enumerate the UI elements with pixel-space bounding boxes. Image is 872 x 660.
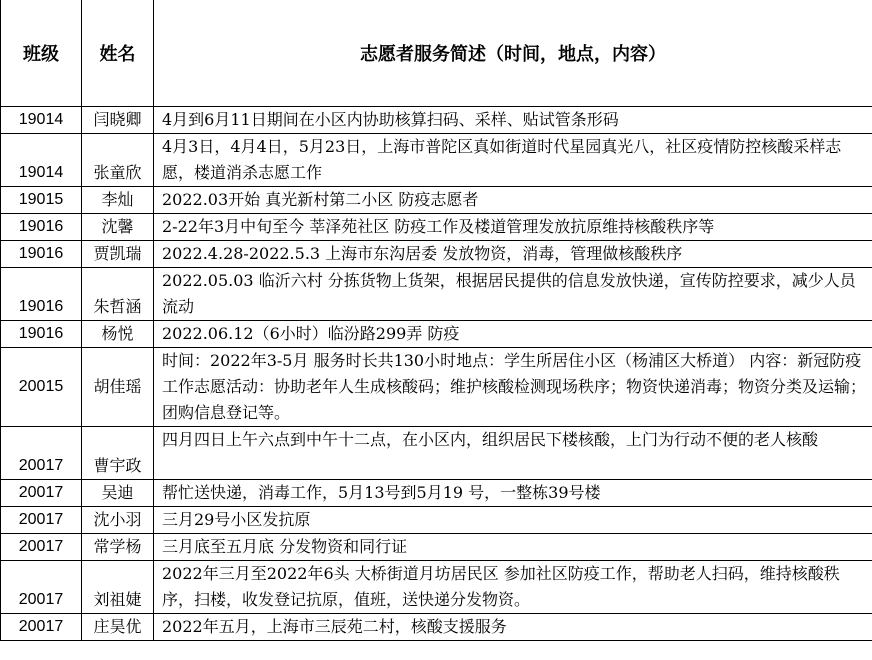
- description-cell: 4月3日，4月4日，5月23日，上海市普陀区真如街道时代星园真光八，社区疫情防控核酸采样志愿，楼道消杀志愿工作: [154, 133, 872, 186]
- table-row: [1, 213, 872, 240]
- class-cell: 19015: [1, 186, 82, 213]
- name-cell: 曹宇政: [82, 426, 154, 479]
- description-cell: 时间：2022年3-5月 服务时长共130小时地点：学生所居住小区（杨浦区大桥道） 内容：新冠防疫工作志愿活动：协助老年人生成核酸码；维护核酸检测现场秩序；物资快递消毒；物资分类及运输；团购信息登记等。: [154, 347, 872, 426]
- table-row: [1, 186, 872, 213]
- description-cell: 2022.05.03 临沂六村 分拣货物上货架，根据居民提供的信息发放快递，宣传防控要求，减少人员流动: [154, 267, 872, 320]
- class-cell: 20015: [1, 347, 82, 426]
- description-cell: 4月到6月11日期间在小区内协助核算扫码、采样、贴试管条形码: [154, 106, 872, 133]
- name-cell: 闫晓卿: [82, 106, 154, 133]
- name-cell: 沈馨: [82, 213, 154, 240]
- class-cell: 20017: [1, 533, 82, 560]
- description-cell: 2022.06.12（6小时）临汾路299弄 防疫: [154, 320, 872, 347]
- table-row: [1, 347, 872, 426]
- table-row: [1, 426, 872, 479]
- table-row: [1, 106, 872, 133]
- description-cell: 2022.4.28-2022.5.3 上海市东沟居委 发放物资，消毒，管理做核酸秩序: [154, 240, 872, 267]
- description-cell: 2-22年3月中旬至今 莘泽苑社区 防疫工作及楼道管理发放抗原维持核酸秩序等: [154, 213, 872, 240]
- class-cell: 19016: [1, 240, 82, 267]
- description-cell: 2022年三月至2022年6头 大桥街道月坊居民区 参加社区防疫工作，帮助老人扫码，维持核酸秩序，扫楼，收发登记抗原，值班，送快递分发物资。: [154, 560, 872, 613]
- header-name: 姓名: [82, 0, 154, 106]
- class-cell: 19016: [1, 267, 82, 320]
- class-cell: 20017: [1, 560, 82, 613]
- description-cell: 四月四日上午六点到中午十二点，在小区内，组织居民下楼核酸，上门为行动不便的老人核酸: [154, 426, 872, 479]
- name-cell: 杨悦: [82, 320, 154, 347]
- name-cell: 刘祖婕: [82, 560, 154, 613]
- name-cell: 朱哲涵: [82, 267, 154, 320]
- description-cell: 三月29号小区发抗原: [154, 506, 872, 533]
- name-cell: 李灿: [82, 186, 154, 213]
- table-row: [1, 506, 872, 533]
- class-cell: 19014: [1, 133, 82, 186]
- table-row: [1, 560, 872, 613]
- name-cell: 贾凯瑞: [82, 240, 154, 267]
- description-cell: 帮忙送快递，消毒工作，5月13号到5月19 号，一整栋39号楼: [154, 479, 872, 506]
- header-description: 志愿者服务简述（时间，地点，内容）: [154, 0, 872, 106]
- name-cell: 张童欣: [82, 133, 154, 186]
- name-cell: 沈小羽: [82, 506, 154, 533]
- table-row: [1, 240, 872, 267]
- header-row: [1, 0, 872, 106]
- table-row: [1, 613, 872, 640]
- description-cell: 2022.03开始 真光新村第二小区 防疫志愿者: [154, 186, 872, 213]
- name-cell: 吴迪: [82, 479, 154, 506]
- class-cell: 19014: [1, 106, 82, 133]
- name-cell: 庄昊优: [82, 613, 154, 640]
- table-row: [1, 267, 872, 320]
- table-row: [1, 133, 872, 186]
- class-cell: 20017: [1, 426, 82, 479]
- description-cell: 2022年五月，上海市三辰苑二村，核酸支援服务: [154, 613, 872, 640]
- class-cell: 20017: [1, 506, 82, 533]
- header-class: 班级: [1, 0, 82, 106]
- description-cell: 三月底至五月底 分发物资和同行证: [154, 533, 872, 560]
- name-cell: 常学杨: [82, 533, 154, 560]
- name-cell: 胡佳瑶: [82, 347, 154, 426]
- class-cell: 19016: [1, 213, 82, 240]
- table-row: [1, 479, 872, 506]
- class-cell: 20017: [1, 613, 82, 640]
- class-cell: 19016: [1, 320, 82, 347]
- table-row: [1, 533, 872, 560]
- table-row: [1, 320, 872, 347]
- class-cell: 20017: [1, 479, 82, 506]
